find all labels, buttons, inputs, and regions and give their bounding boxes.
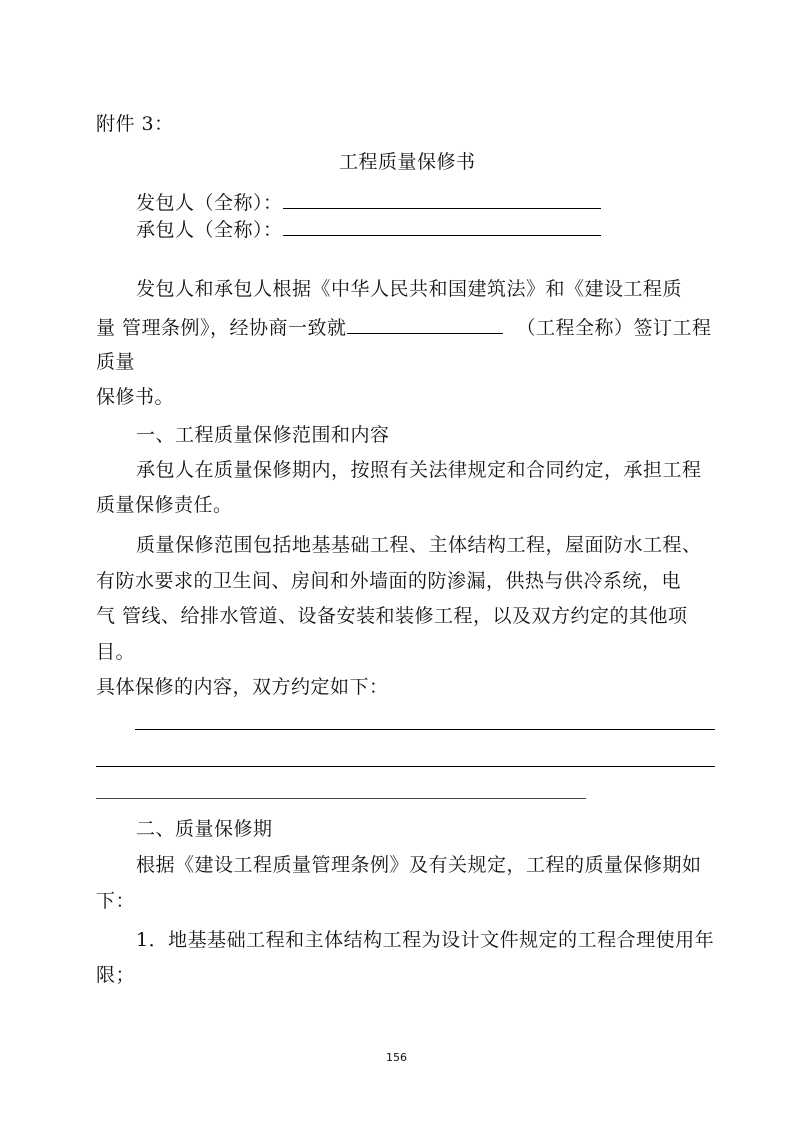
party-b-row — [136, 215, 601, 243]
section2-heading: 二、质量保修期 — [136, 818, 273, 840]
party-b-blank[interactable] — [283, 215, 601, 236]
page-number: 156 — [386, 1051, 407, 1064]
party-a-row — [136, 188, 601, 216]
section1-heading: 一、工程质量保修范围和内容 — [136, 424, 390, 446]
section1-p2-line3: 气 管线、给排水管道、设备安装和装修工程，以及双方约定的其他项 — [96, 605, 688, 627]
content-blank-line-3[interactable] — [96, 798, 586, 799]
intro-line-1: 发包人和承包人根据《中华人民共和国建筑法》和《建设工程质 — [136, 278, 683, 300]
section2-p1-line1: 根据《建设工程质量管理条例》及有关规定，工程的质量保修期如 — [136, 854, 702, 876]
section1-p2-line4: 目。 — [96, 641, 136, 663]
section2-item1-line2: 限； — [96, 964, 136, 986]
party-a-blank[interactable] — [283, 188, 601, 209]
section1-p2-line2: 有防水要求的卫生间、房间和外墙面的防渗漏，供热与供冷系统，电 — [96, 570, 682, 592]
party-a-label: 发包人（全称）： — [136, 192, 283, 214]
intro-line-2-b: （工程全称）签订工程 — [516, 317, 712, 339]
intro-line-2-a: 量 管理条例》，经协商一致就 — [96, 317, 347, 339]
attachment-label: 附件 3： — [96, 113, 174, 135]
content-blank-line-2[interactable] — [96, 766, 715, 767]
section2-item1-line1: 1．地基基础工程和主体结构工程为设计文件规定的工程合理使用年 — [136, 929, 715, 951]
intro-line-2 — [96, 313, 712, 341]
section1-p1-line1: 承包人在质量保修期内，按照有关法律规定和合同约定，承担工程 — [136, 459, 702, 481]
intro-line-4: 保修书。 — [96, 386, 175, 408]
section1-p2-line1: 质量保修范围包括地基基础工程、主体结构工程，屋面防水工程、 — [136, 534, 702, 556]
section1-p1-line2: 质量保修责任。 — [96, 494, 233, 516]
document-title: 工程质量保修书 — [339, 151, 476, 173]
intro-line-3: 质量 — [96, 351, 136, 373]
specific-content-label: 具体保修的内容，双方约定如下： — [96, 676, 389, 698]
content-blank-line-1[interactable] — [135, 729, 715, 730]
party-b-label: 承包人（全称）： — [136, 219, 283, 241]
section2-p1-line2: 下： — [96, 890, 136, 912]
project-name-blank[interactable] — [347, 313, 503, 334]
